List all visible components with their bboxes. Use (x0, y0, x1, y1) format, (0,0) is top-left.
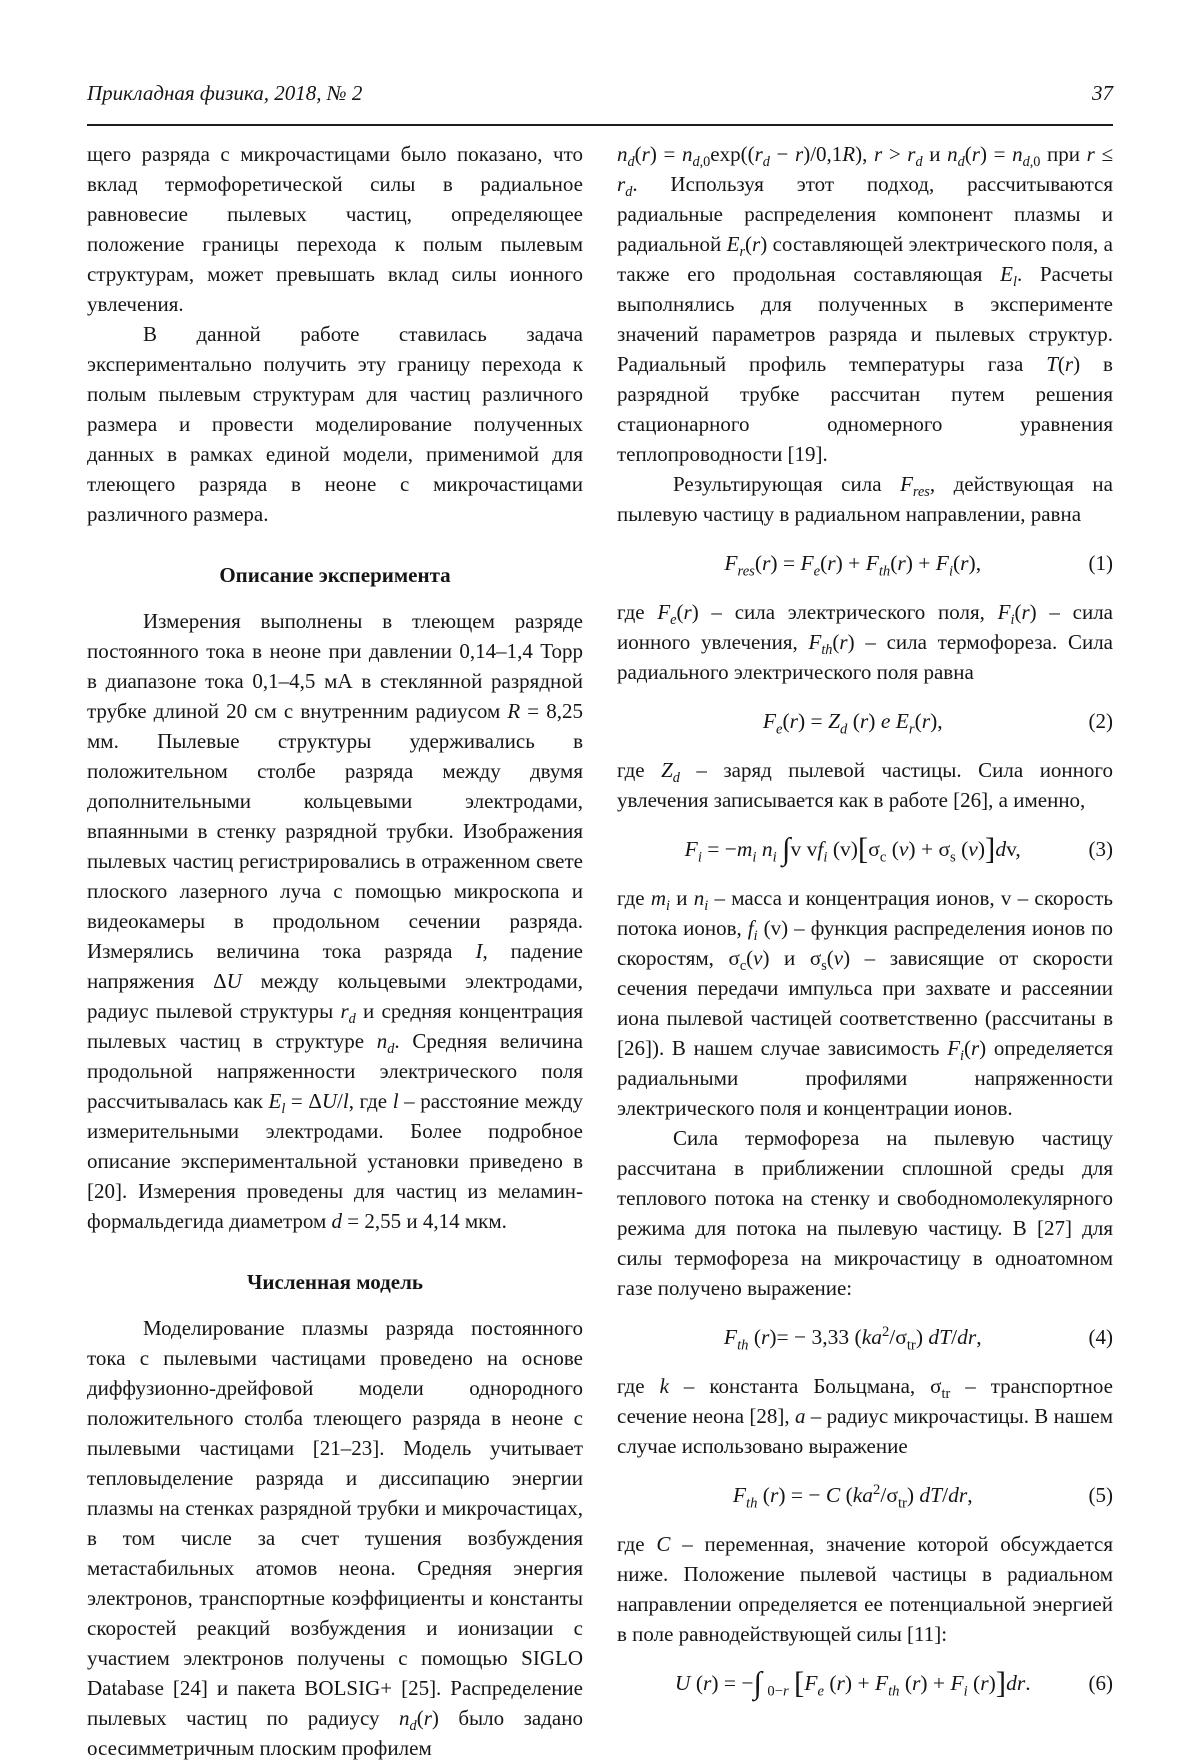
paragraph: где $Z_d$ – заряд пылевой частицы. Сила ионного увлечения записывается как в работе [26], а именно, (617, 758, 1113, 812)
two-column-layout (87, 139, 1113, 1763)
equation-1-body: $F_{res}(r) = F_e(r) + F_{th}(r) + F_i(r)$, (724, 551, 982, 580)
equation-5-number: (5) (1088, 1483, 1113, 1507)
equation-2-number: (2) (1088, 709, 1113, 733)
paragraph: где k – константа Больцмана, $\sigma_{tr}$ – транспортное сечение неона [28], a – радиус микрочастицы. В нашем случае использовано выражение (617, 1374, 1113, 1458)
paragraph: где $F_e(r)$ – сила электрического поля, $F_i(r)$ – сила ионного увлечения, $F_{th}(r)$ – сила термофореза. Сила радиального электрического поля равна (617, 600, 1114, 684)
equation-6-body: U (r) = −∫ $_{0-r}$ [$F_e$ $(r) + F_{th}$ $(r) + F_i$ (r)]dr. (674, 1665, 1031, 1700)
paragraph: щего разряда с микрочастицами было показано, что вклад термофоретической силы в радиальное равновесие пылевых частиц, определяющее положение границы перехода к полым пылевым структурам, может превышать вклад силы ионного увлечения. (87, 142, 583, 316)
equation-3-number: (3) (1088, 837, 1113, 861)
equation-4 (617, 1319, 1113, 1355)
paragraph: Измерения выполнены в тлеющем разряде постоянного тока в неоне при давлении 0,14–1,4 Торр в диапазоне тока 0,1–4,5 мА в стеклянной разрядной трубке длиной 20 см с внутренним радиусом R = 8,25 мм. Пылевые структуры удерживались в положительном столбе разряда между двумя дополнительными кольцевыми электродами, впаянными в стенку разрядной трубки. Изображения пылевых частиц регистрировались в отраженном свете плоского лазерного луча с помощью микроскопа и видеокамеры в продольном сечении разряда. Измерялись величина тока разряда I, падение напряжения ΔU между кольцевыми электродами, радиус пылевой структуры $r_d$ и средняя концентрация пылевых частиц в структуре $n_d$. Средняя величина продольной напряженности электрического поля рассчитывалась как $E_l = \Delta U/l$, где l – расстояние между измерительными электродами. Более подробное описание экспериментальной установки приведено в [20]. Измерения проведены для частиц из меламин-формальдегида диаметром d = 2,55 и 4,14 мкм. (87, 609, 584, 1233)
equation-4-body: $F_{th}$ (r)= − 3,33 $(ka^2/\sigma_{tr})$ dT/dr, (723, 1323, 982, 1354)
paragraph: где C – переменная, значение которой обсуждается ниже. Положение пылевой частицы в радиальном направлении определяется ее потенциальной энергией в поле равнодействующей силы [11]: (617, 1532, 1113, 1646)
equation-4-number: (4) (1088, 1325, 1113, 1349)
equation-5 (617, 1477, 1113, 1513)
equation-3 (617, 831, 1113, 867)
section-heading-model: Численная модель (247, 1270, 423, 1294)
page-number: 37 (1092, 81, 1113, 105)
equation-3-body: $F_i = -m_i$ $n_i$ ∫v $vf_i$ $(v)[\sigma_c$ $(v) + \sigma_s$ (v)]dv, (684, 831, 1021, 866)
equation-6 (617, 1665, 1113, 1701)
left-column (87, 139, 583, 1763)
paragraph: Сила термофореза на пылевую частицу рассчитана в приближении сплошной среды для теплового потока на стенку и свободномолекулярного режима для потока на пылевую частицу. В [27] для силы термофореза на микрочастицу в одноатомном газе получено выражение: (617, 1126, 1113, 1300)
equation-5-body: $F_{th}$ (r) = − C $(ka^2/\sigma_{tr})$ dT/dr, (732, 1481, 973, 1512)
paragraph: где $m_i$ и $n_i$ – масса и концентрация ионов, v – скорость потока ионов, $f_i$ (v) – функция распределения ионов по скоростям, $\sigma_c(v)$ и $\sigma_s(v)$ – зависящие от скорости сечения передачи импульса при захвате и рассеянии иона пылевой частицей соответственно (рассчитаны в [26]). В нашем случае зависимость $F_i(r)$ определяется радиальными профилями напряженности электрического поля и концентрации ионов. (617, 886, 1114, 1120)
journal-title: Прикладная физика, 2018, № 2 (87, 81, 363, 105)
header-rule (87, 124, 1113, 126)
paragraph: Моделирование плазмы разряда постоянного тока с пылевыми частицами проведено на основе диффузионно-дрейфовой модели однородного положительного столба тлеющего разряда в неоне с пылевыми частицами [21–23]. Модель учитывает тепловыделение разряда и диссипацию энергии плазмы на стенках разрядной трубки и микрочастицах, в том числе за счет тушения возбуждения метастабильных атомов неона. Средняя энергия электронов, транспортные коэффициенты и константы скоростей реакций возбуждения и ионизации с участием электронов получены с помощью SIGLO Database [24] и пакета BOLSIG+ [25]. Распределение пылевых частиц по радиусу $n_d(r)$ было задано осесимметричным плоским профилем (87, 1316, 583, 1760)
equation-1-number: (1) (1088, 551, 1113, 575)
equation-6-number: (6) (1088, 1671, 1113, 1695)
right-column (617, 139, 1113, 1763)
page-header (87, 80, 1113, 106)
paragraph: В данной работе ставилась задача экспериментально получить эту границу перехода к полым пылевым структурам для частиц различного размера и провести моделирование полученных данных в рамках единой модели, применимой для тлеющего разряда в неоне с микрочастицами различного размера. (87, 322, 583, 526)
equation-2-body: $F_e(r) = Z_d$ (r) e $E_r(r)$, (762, 709, 943, 738)
paragraph: Результирующая сила $F_{res}$, действующая на пылевую частицу в радиальном направлении, равна (617, 472, 1113, 526)
equation-2 (617, 703, 1113, 739)
section-heading-experiment: Описание эксперимента (219, 563, 451, 587)
equation-1 (617, 545, 1113, 581)
paragraph: $n_d(r) = n_{d,0}\exp((r_d - r)/0,1R)$, $r > r_d$ и $n_d(r) = n_{d,0}$ при $r \le r_d$. Используя этот подход, рассчитываются радиальные распределения компонент плазмы и радиальной $E_r(r)$ составляющей электрического поля, а также его продольная составляющая $E_l$. Расчеты выполнялись для полученных в эксперименте значений параметров разряда и пылевых структур. Радиальный профиль температуры газа T(r) в разрядной трубке рассчитан путем решения стационарного одномерного уравнения теплопроводности [19]. (617, 142, 1113, 466)
